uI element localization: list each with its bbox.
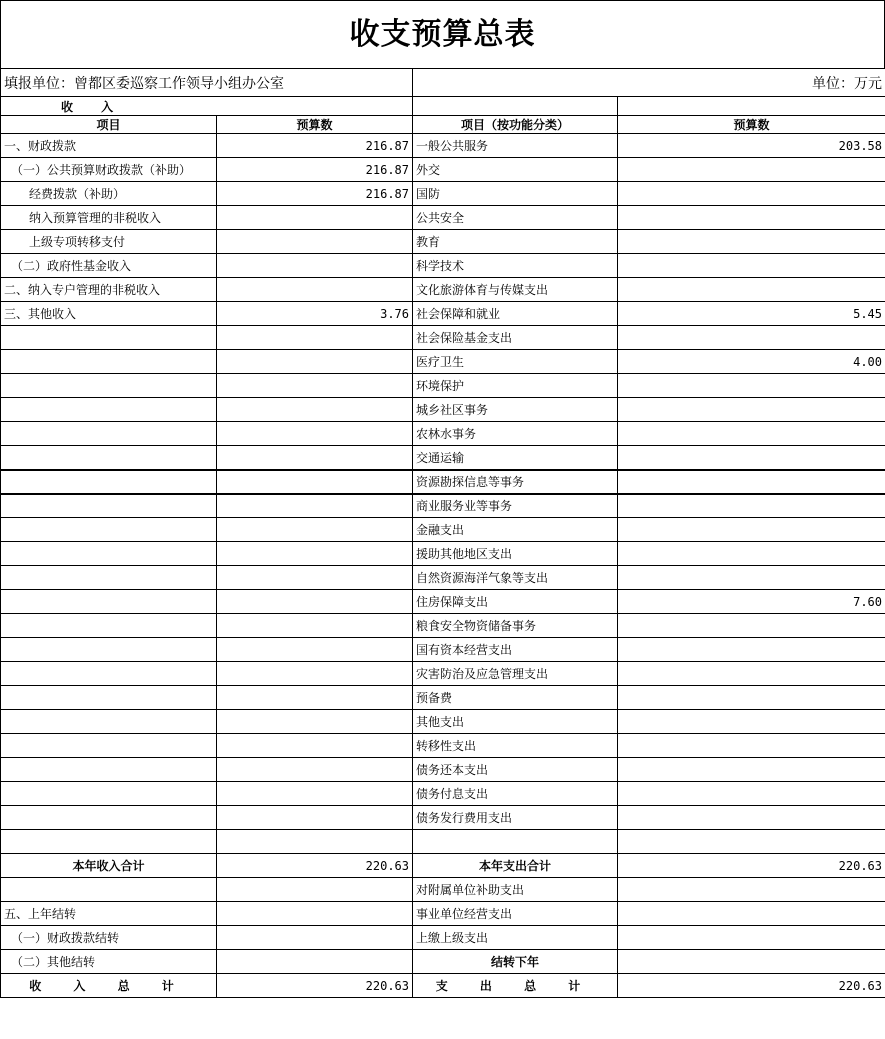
income-amount-cell: [217, 422, 413, 446]
expense-item-cell: 国有资本经营支出: [413, 638, 618, 662]
income-item-cell: 五、上年结转: [1, 902, 217, 926]
expense-amount-cell: [618, 662, 885, 686]
expense-amount-cell: [618, 398, 885, 422]
expense-amount-cell: [618, 614, 885, 638]
table-row: [1, 494, 885, 518]
empty-cell: [618, 97, 885, 116]
expense-item-cell: 上缴上级支出: [413, 926, 618, 950]
page-title: 收支预算总表: [0, 0, 885, 68]
table-row: [1, 206, 885, 230]
budget-table-body: [1, 69, 885, 998]
expense-amount-cell: [618, 278, 885, 302]
income-amount-cell: [217, 374, 413, 398]
table-row: [1, 950, 885, 974]
income-amount-cell: [217, 206, 413, 230]
expense-item-cell: 结转下年: [413, 950, 618, 974]
expense-item-cell: 债务还本支出: [413, 758, 618, 782]
expense-item-cell: 商业服务业等事务: [413, 494, 618, 518]
table-row: [1, 878, 885, 902]
expense-item-cell: 一般公共服务: [413, 134, 618, 158]
income-item-cell: [1, 422, 217, 446]
expense-amount-cell: [618, 638, 885, 662]
expense-amount-cell: [618, 182, 885, 206]
expense-item-cell: 灾害防治及应急管理支出: [413, 662, 618, 686]
income-item-cell: [1, 638, 217, 662]
expense-item-cell: 援助其他地区支出: [413, 542, 618, 566]
table-row: [1, 374, 885, 398]
year-income-total-label: 本年收入合计: [1, 854, 217, 878]
income-amount-cell: [217, 566, 413, 590]
expense-amount-cell: [618, 902, 885, 926]
expense-amount-cell: [618, 254, 885, 278]
expense-amount-cell: [618, 422, 885, 446]
income-amount-cell: [217, 638, 413, 662]
year-expense-total-label: 本年支出合计: [413, 854, 618, 878]
table-row: [1, 158, 885, 182]
income-item-cell: [1, 758, 217, 782]
expense-amount-cell: [618, 566, 885, 590]
income-amount-cell: [217, 830, 413, 854]
expense-amount-cell: [618, 446, 885, 470]
income-amount-cell: [217, 446, 413, 470]
table-row: [1, 614, 885, 638]
expense-amount-cell: [618, 926, 885, 950]
income-amount-cell: [217, 590, 413, 614]
expense-amount-cell: [618, 830, 885, 854]
table-row: [1, 398, 885, 422]
expense-item-cell: 自然资源海洋气象等支出: [413, 566, 618, 590]
table-row: [1, 302, 885, 326]
income-amount-cell: [217, 278, 413, 302]
table-row: [1, 326, 885, 350]
expense-amount-cell: 4.00: [618, 350, 885, 374]
income-amount-cell: 3.76: [217, 302, 413, 326]
expense-item-cell: 预备费: [413, 686, 618, 710]
expense-amount-cell: [618, 374, 885, 398]
table-row: [1, 518, 885, 542]
income-item-cell: 纳入预算管理的非税收入: [1, 206, 217, 230]
expense-item-cell: 其他支出: [413, 710, 618, 734]
table-row: [1, 470, 885, 494]
column-header-row: [1, 116, 885, 134]
expense-item-cell: 城乡社区事务: [413, 398, 618, 422]
expense-amount-cell: [618, 734, 885, 758]
income-item-cell: （一）财政拨款结转: [1, 926, 217, 950]
expense-amount-cell: [618, 758, 885, 782]
income-item-cell: [1, 614, 217, 638]
income-item-cell: [1, 710, 217, 734]
table-row: [1, 830, 885, 854]
table-row: [1, 710, 885, 734]
expense-item-cell: 社会保险基金支出: [413, 326, 618, 350]
income-amount-cell: [217, 926, 413, 950]
income-item-cell: [1, 806, 217, 830]
year-total-row: [1, 854, 885, 878]
income-amount-header: 预算数: [217, 116, 413, 134]
income-amount-cell: [217, 710, 413, 734]
table-row: [1, 566, 885, 590]
income-item-cell: [1, 782, 217, 806]
table-row: [1, 686, 885, 710]
income-amount-cell: [217, 518, 413, 542]
currency-unit: 单位：万元: [413, 69, 885, 97]
income-amount-cell: [217, 686, 413, 710]
income-item-cell: [1, 830, 217, 854]
table-row: [1, 758, 885, 782]
expense-item-cell: 债务付息支出: [413, 782, 618, 806]
year-income-total-amount: 220.63: [217, 854, 413, 878]
income-item-cell: （一）公共预算财政拨款（补助）: [1, 158, 217, 182]
grand-expense-total-label: 支 出 总 计: [413, 974, 618, 998]
income-item-cell: [1, 542, 217, 566]
grand-income-total-amount: 220.63: [217, 974, 413, 998]
expense-item-cell: 农林水事务: [413, 422, 618, 446]
expense-item-cell: [413, 830, 618, 854]
expense-amount-header: 预算数: [618, 116, 885, 134]
table-row: [1, 182, 885, 206]
income-item-cell: [1, 350, 217, 374]
income-amount-cell: [217, 398, 413, 422]
table-row: [1, 446, 885, 470]
expense-item-cell: 事业单位经营支出: [413, 902, 618, 926]
expense-item-cell: 资源勘探信息等事务: [413, 470, 618, 494]
expense-item-cell: 住房保障支出: [413, 590, 618, 614]
expense-item-cell: 金融支出: [413, 518, 618, 542]
expense-item-cell: 文化旅游体育与传媒支出: [413, 278, 618, 302]
table-row: [1, 638, 885, 662]
expense-amount-cell: [618, 782, 885, 806]
expense-item-cell: 交通运输: [413, 446, 618, 470]
income-amount-cell: [217, 326, 413, 350]
income-item-cell: [1, 566, 217, 590]
expense-amount-cell: [618, 158, 885, 182]
income-amount-cell: [217, 494, 413, 518]
grand-income-total-label: 收 入 总 计: [1, 974, 217, 998]
income-item-cell: [1, 734, 217, 758]
income-item-cell: 上级专项转移支付: [1, 230, 217, 254]
income-amount-cell: 216.87: [217, 134, 413, 158]
income-amount-cell: [217, 662, 413, 686]
income-amount-cell: [217, 782, 413, 806]
empty-cell: [413, 97, 618, 116]
expense-amount-cell: [618, 206, 885, 230]
expense-amount-cell: 5.45: [618, 302, 885, 326]
income-item-cell: [1, 590, 217, 614]
table-row: [1, 542, 885, 566]
income-item-cell: [1, 470, 217, 494]
section-header-row: [1, 97, 885, 116]
expense-amount-cell: 203.58: [618, 134, 885, 158]
expense-item-cell: 外交: [413, 158, 618, 182]
table-row: [1, 422, 885, 446]
grand-expense-total-amount: 220.63: [618, 974, 885, 998]
income-item-cell: [1, 878, 217, 902]
income-amount-cell: [217, 350, 413, 374]
table-row: [1, 278, 885, 302]
expense-amount-cell: [618, 230, 885, 254]
expense-item-cell: 国防: [413, 182, 618, 206]
table-row: [1, 254, 885, 278]
expense-amount-cell: [618, 950, 885, 974]
expense-amount-cell: [618, 878, 885, 902]
income-item-cell: （二）其他结转: [1, 950, 217, 974]
income-amount-cell: [217, 230, 413, 254]
income-item-cell: 经费拨款（补助）: [1, 182, 217, 206]
expense-item-cell: 对附属单位补助支出: [413, 878, 618, 902]
income-amount-cell: [217, 470, 413, 494]
table-row: [1, 590, 885, 614]
expense-amount-cell: [618, 686, 885, 710]
income-amount-cell: [217, 902, 413, 926]
expense-item-header: 项目（按功能分类）: [413, 116, 618, 134]
income-amount-cell: [217, 758, 413, 782]
table-row: [1, 350, 885, 374]
table-row: [1, 134, 885, 158]
reporting-unit: 填报单位：曾都区委巡察工作领导小组办公室: [1, 69, 413, 97]
income-amount-cell: [217, 950, 413, 974]
income-amount-cell: [217, 614, 413, 638]
income-item-cell: [1, 326, 217, 350]
expense-amount-cell: 7.60: [618, 590, 885, 614]
expense-amount-cell: [618, 542, 885, 566]
table-row: [1, 926, 885, 950]
expense-item-cell: 社会保障和就业: [413, 302, 618, 326]
income-item-cell: [1, 398, 217, 422]
income-item-header: 项目: [1, 116, 217, 134]
income-item-cell: [1, 446, 217, 470]
table-row: [1, 662, 885, 686]
expense-amount-cell: [618, 494, 885, 518]
income-item-cell: 一、财政拨款: [1, 134, 217, 158]
expense-item-cell: 环境保护: [413, 374, 618, 398]
expense-item-cell: 债务发行费用支出: [413, 806, 618, 830]
income-amount-cell: [217, 254, 413, 278]
expense-item-cell: 教育: [413, 230, 618, 254]
income-item-cell: [1, 374, 217, 398]
budget-table: [0, 68, 885, 998]
income-item-cell: 二、纳入专户管理的非税收入: [1, 278, 217, 302]
expense-item-cell: 转移性支出: [413, 734, 618, 758]
expense-amount-cell: [618, 710, 885, 734]
expense-amount-cell: [618, 806, 885, 830]
income-amount-cell: 216.87: [217, 158, 413, 182]
meta-row: [1, 69, 885, 97]
expense-item-cell: 公共安全: [413, 206, 618, 230]
income-item-cell: [1, 662, 217, 686]
income-section-header: 收 入: [1, 97, 413, 116]
income-amount-cell: [217, 734, 413, 758]
income-item-cell: （二）政府性基金收入: [1, 254, 217, 278]
income-item-cell: [1, 518, 217, 542]
expense-amount-cell: [618, 326, 885, 350]
income-amount-cell: 216.87: [217, 182, 413, 206]
grand-total-row: [1, 974, 885, 998]
expense-amount-cell: [618, 470, 885, 494]
table-row: [1, 734, 885, 758]
expense-item-cell: 医疗卫生: [413, 350, 618, 374]
income-item-cell: [1, 686, 217, 710]
year-expense-total-amount: 220.63: [618, 854, 885, 878]
table-row: [1, 230, 885, 254]
expense-amount-cell: [618, 518, 885, 542]
income-amount-cell: [217, 806, 413, 830]
table-row: [1, 902, 885, 926]
expense-item-cell: 科学技术: [413, 254, 618, 278]
income-item-cell: 三、其他收入: [1, 302, 217, 326]
table-row: [1, 782, 885, 806]
income-amount-cell: [217, 542, 413, 566]
income-amount-cell: [217, 878, 413, 902]
expense-item-cell: 粮食安全物资储备事务: [413, 614, 618, 638]
income-item-cell: [1, 494, 217, 518]
table-row: [1, 806, 885, 830]
